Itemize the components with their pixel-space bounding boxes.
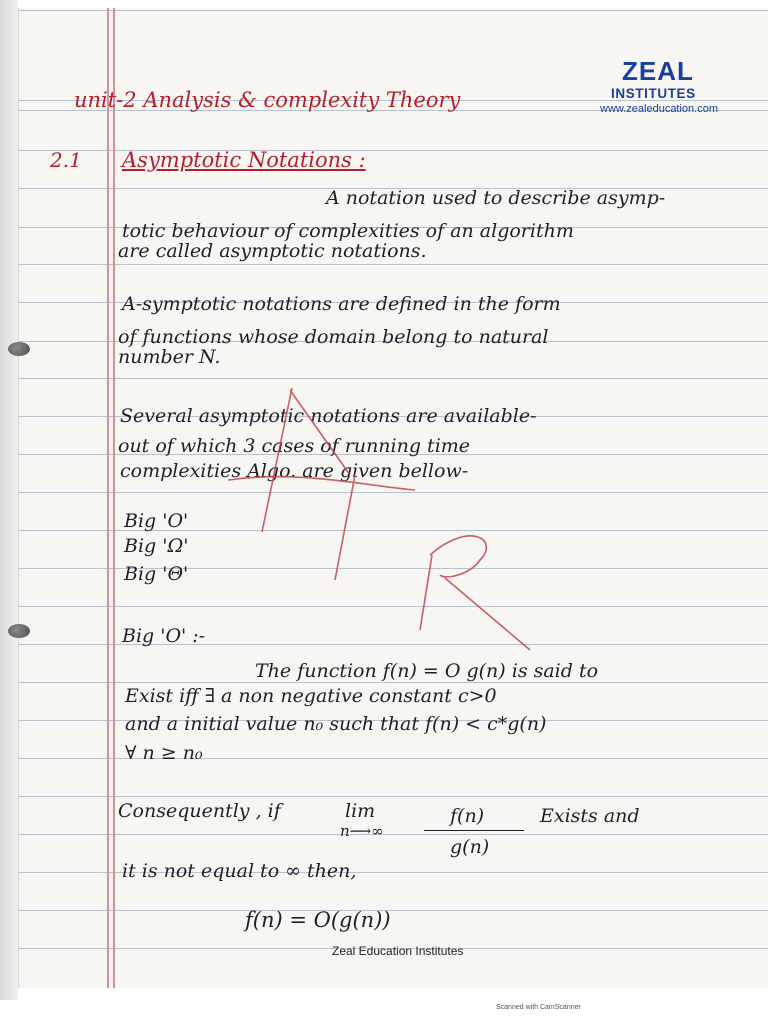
- definition-line2: Exist iff ∃ a non negative constant c>0: [125, 685, 497, 707]
- notation-big-o: Big 'O': [124, 510, 189, 532]
- notation-big-omega: Big 'Ω': [124, 535, 189, 557]
- paragraph1-line2: totic behaviour of complexities of an algorithm: [122, 220, 574, 242]
- section-title: Asymptotic Notations :: [122, 148, 366, 172]
- limit-subscript: n⟶∞: [340, 822, 384, 840]
- logo-url: www.zealeducation.com: [600, 103, 719, 115]
- fraction-numerator: f(n): [450, 805, 485, 827]
- definition-line1: The function f(n) = O g(n) is said to: [255, 660, 599, 682]
- definition-line3: and a initial value n₀ such that f(n) < c*g(n): [125, 713, 547, 735]
- notation-big-theta: Big 'Θ': [124, 563, 189, 585]
- scanner-credit: Scanned with CamScanner: [496, 1004, 581, 1011]
- logo-zeal: ZEAL: [622, 56, 694, 86]
- section-number: 2.1: [50, 148, 82, 172]
- paragraph2-line2: of functions whose domain belong to natural: [118, 326, 549, 348]
- consequently-tail: Exists and: [540, 805, 640, 827]
- paragraph1-line1: A notation used to describe asymp-: [326, 187, 666, 209]
- paragraph2-line3: number N.: [118, 346, 221, 368]
- paragraph3-line3: complexities Algo. are given bellow-: [120, 460, 469, 482]
- consequently-lead: Consequently , if: [118, 800, 281, 822]
- paragraph2-line1: A-symptotic notations are defined in the form: [122, 293, 561, 315]
- definition-line4: ∀ n ≥ n₀: [125, 742, 203, 764]
- fraction-denominator: g(n): [450, 836, 490, 858]
- bigO-heading: Big 'O' :-: [122, 625, 206, 647]
- paragraph3-line1: Several asymptotic notations are available-: [120, 405, 537, 427]
- paragraph3-line2: out of which 3 cases of running time: [118, 435, 471, 457]
- limit-label: lim: [345, 800, 376, 822]
- consequently-line2: it is not equal to ∞ then,: [122, 860, 357, 882]
- result-equation: f(n) = O(g(n)): [245, 908, 391, 932]
- footer-text: Zeal Education Institutes: [332, 944, 464, 958]
- logo-institutes: INSTITUTES: [611, 86, 696, 101]
- unit-heading: unit-2 Analysis & complexity Theory: [74, 88, 461, 112]
- paragraph1-line3: are called asymptotic notations.: [118, 240, 427, 262]
